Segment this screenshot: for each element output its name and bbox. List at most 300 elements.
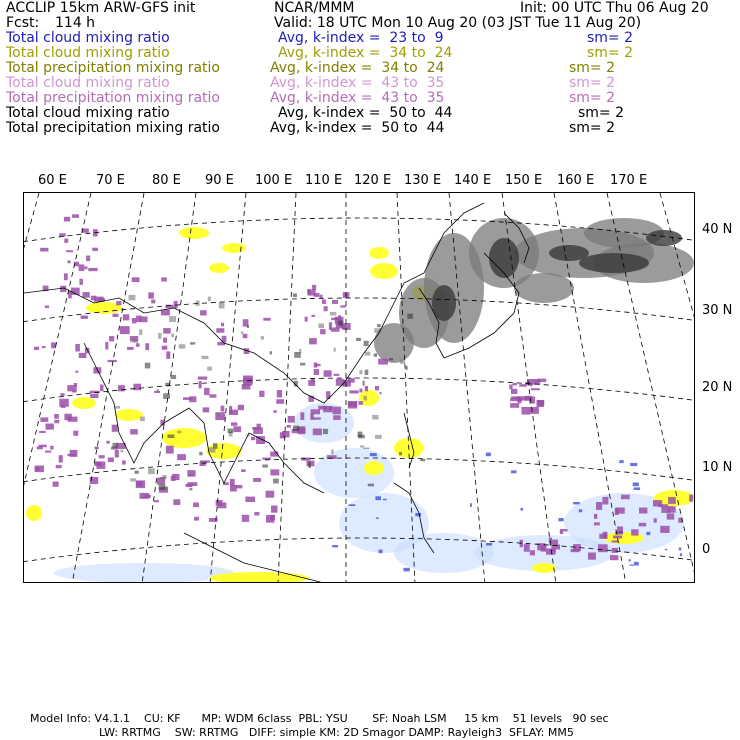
cloud-speck-gray: [241, 332, 244, 335]
cloud-speck-gray: [140, 417, 145, 422]
precip-speck-purple: [145, 343, 149, 350]
legend-row: [0, 106, 740, 121]
legend-row: [0, 31, 740, 46]
precip-speck-purple: [661, 507, 670, 513]
precip-speck-purple: [331, 328, 340, 332]
precip-speck-purple: [333, 407, 341, 415]
precip-speck-purple: [277, 390, 282, 398]
precip-speck-purple: [66, 250, 73, 252]
precip-speck-purple: [120, 326, 130, 334]
precip-patch-yellow: [115, 409, 143, 421]
precip-speck-purple: [511, 396, 520, 399]
precip-speck-purple: [660, 526, 669, 533]
cloud-speck-gray: [115, 406, 120, 409]
precip-speck-purple: [537, 400, 545, 407]
precip-speck-purple: [359, 389, 362, 393]
precip-speck-purple: [51, 342, 56, 348]
cloud-speck-gray: [360, 445, 364, 447]
precip-speck-purple: [315, 364, 321, 366]
precip-speck-purple: [132, 277, 140, 282]
precip-speck-purple: [263, 318, 270, 321]
longitude-line: [142, 193, 196, 583]
cloud-speck-gray: [379, 392, 381, 394]
legend-smoothing: sm= 2: [578, 105, 625, 121]
cloud-speck-blue: [370, 453, 377, 456]
cloud-speck-blue: [665, 549, 667, 550]
cloud-speck-gray: [372, 415, 378, 420]
precip-speck-purple: [115, 450, 119, 458]
precip-speck-purple: [92, 248, 98, 251]
cloud-speck-blue: [558, 518, 563, 521]
precip-speck-purple: [68, 417, 78, 422]
precip-speck-purple: [241, 469, 246, 472]
longitude-label: 90 E: [205, 173, 234, 188]
cloud-speck-gray: [364, 341, 369, 346]
cloud-speck-gray: [219, 303, 225, 309]
precip-speck-purple: [136, 480, 145, 488]
precip-speck-purple: [311, 315, 315, 317]
precip-speck-purple: [654, 518, 657, 523]
valid-time: Valid: 18 UTC Mon 10 Aug 20 (03 JST Tue 11 Aug 20): [274, 15, 642, 31]
precip-speck-purple: [42, 346, 46, 348]
precip-speck-purple: [86, 256, 90, 262]
precip-speck-purple: [610, 555, 618, 560]
cloud-speck-gray: [189, 488, 192, 490]
precip-speck-purple: [320, 295, 323, 298]
precip-speck-purple: [94, 461, 101, 466]
cloud-speck-blue: [349, 504, 356, 506]
cloud-speck-blue: [579, 509, 582, 512]
init-time: Init: 00 UTC Thu 06 Aug 20: [520, 0, 709, 16]
precip-speck-purple: [198, 377, 207, 380]
cloud-speck-gray: [169, 316, 176, 322]
precip-speck-purple: [83, 292, 90, 298]
precip-speck-purple: [336, 379, 345, 386]
longitude-label: 70 E: [96, 173, 125, 188]
legend-smoothing: sm= 2: [569, 90, 616, 106]
precip-speck-purple: [594, 522, 600, 525]
precip-speck-purple: [276, 399, 284, 404]
cloud-speck-gray: [190, 342, 195, 344]
precip-speck-purple: [588, 553, 596, 560]
precip-speck-purple: [200, 310, 207, 315]
cloud-speck-gray: [209, 447, 216, 452]
precip-speck-purple: [108, 360, 117, 362]
precip-speck-purple: [342, 323, 350, 330]
precip-speck-purple: [53, 482, 59, 487]
longitude-label: 110 E: [305, 173, 343, 188]
precip-speck-purple: [596, 502, 602, 510]
precip-speck-purple: [118, 385, 125, 391]
precip-speck-purple: [133, 384, 141, 391]
precip-speck-purple: [254, 512, 259, 516]
precip-speck-purple: [88, 268, 97, 271]
cloud-speck-blue: [383, 499, 387, 500]
precip-speck-purple: [45, 306, 49, 309]
precip-speck-purple: [300, 412, 304, 420]
precip-speck-purple: [39, 431, 46, 433]
cloud-speck-blue: [634, 487, 641, 490]
legend-smoothing: sm= 2: [569, 120, 616, 136]
cloud-speck-blue: [646, 532, 650, 535]
cloud-speck-gray: [207, 367, 212, 371]
longitude-label: 60 E: [38, 173, 67, 188]
precip-patch-yellow: [532, 563, 556, 573]
cloud-speck-gray: [208, 297, 211, 302]
longitude-line: [24, 193, 91, 583]
legend-field-name: Total precipitation mixing ratio: [6, 60, 220, 76]
precip-speck-purple: [521, 396, 530, 400]
precip-speck-purple: [529, 397, 535, 404]
haze-patch: [54, 563, 234, 583]
precip-speck-purple: [140, 316, 148, 322]
cloud-speck-gray: [156, 389, 159, 392]
cloud-speck-blue: [633, 483, 639, 487]
precip-speck-purple: [312, 285, 316, 290]
precip-speck-purple: [314, 293, 320, 297]
precip-speck-purple: [161, 277, 167, 281]
precip-speck-purple: [90, 394, 98, 398]
precip-speck-purple: [333, 415, 341, 420]
cloud-speck-gray: [261, 336, 264, 339]
precip-speck-purple: [72, 214, 79, 218]
cloud-speck-gray: [331, 449, 333, 454]
cloud-speck-gray: [163, 393, 170, 399]
precip-speck-purple: [193, 502, 199, 507]
cloud-speck-gray: [179, 344, 186, 348]
legend-field-name: Total precipitation mixing ratio: [6, 120, 220, 136]
cloud-speck-gray: [217, 413, 220, 416]
precip-speck-purple: [273, 410, 277, 413]
precip-speck-purple: [251, 437, 255, 440]
legend-smoothing: sm= 2: [587, 30, 634, 46]
legend-avg-range: Avg, k-index = 34 to 24: [270, 60, 445, 76]
precip-speck-purple: [140, 493, 150, 499]
cloud-speck-gray: [247, 325, 249, 328]
weather-map: [24, 193, 695, 583]
precip-speck-purple: [161, 310, 170, 316]
precip-speck-purple: [177, 454, 186, 460]
precip-speck-purple: [64, 239, 68, 243]
precip-speck-purple: [216, 328, 224, 333]
cloud-speck-blue: [470, 503, 472, 507]
precip-speck-purple: [230, 485, 237, 492]
legend-avg-range: Avg, k-index = 23 to 9: [278, 30, 444, 46]
cloud-speck-gray: [145, 363, 151, 369]
cloud-speck-blue: [619, 460, 623, 463]
precip-speck-purple: [172, 474, 179, 480]
precip-speck-purple: [621, 495, 630, 500]
precip-speck-purple: [67, 385, 76, 391]
precip-speck-purple: [108, 458, 114, 463]
cloud-speck-gray: [293, 293, 297, 297]
model-title: ACCLIP 15km ARW-GFS init: [6, 0, 196, 16]
precip-speck-purple: [112, 425, 118, 432]
cloud-speck-blue: [379, 550, 383, 554]
precip-speck-purple: [79, 353, 87, 358]
precip-speck-purple: [113, 314, 119, 317]
longitude-label: 160 E: [557, 173, 595, 188]
cloud-band-gray: [514, 273, 574, 303]
longitude-label: 120 E: [354, 173, 392, 188]
precip-speck-purple: [668, 497, 676, 504]
longitude-label: 140 E: [454, 173, 492, 188]
cloud-speck-gray: [365, 370, 369, 375]
cloud-band-dark: [489, 238, 519, 278]
precip-speck-purple: [199, 381, 202, 388]
precip-speck-purple: [524, 544, 530, 552]
precip-speck-purple: [314, 369, 320, 375]
precip-speck-purple: [323, 406, 333, 412]
precip-speck-purple: [109, 336, 114, 341]
cloud-speck-gray: [368, 484, 374, 487]
precip-speck-purple: [253, 478, 261, 482]
precip-speck-purple: [132, 318, 137, 323]
legend-smoothing: sm= 2: [587, 45, 634, 61]
precip-speck-purple: [322, 300, 326, 304]
precip-speck-purple: [166, 446, 174, 454]
cloud-speck-blue: [486, 453, 491, 457]
precip-speck-purple: [612, 548, 618, 553]
cloud-speck-blue: [680, 553, 682, 556]
precip-speck-purple: [79, 279, 83, 285]
cloud-band-dark: [579, 253, 649, 273]
precip-speck-purple: [375, 386, 379, 391]
precip-speck-purple: [310, 413, 314, 419]
cloud-speck-gray: [365, 352, 371, 356]
precip-speck-purple: [56, 465, 62, 468]
precip-speck-purple: [229, 406, 232, 413]
haze-patch: [394, 533, 494, 573]
precip-speck-purple: [512, 383, 517, 385]
cloud-speck-gray: [162, 475, 166, 479]
cloud-speck-blue: [634, 562, 639, 566]
cloud-speck-gray: [359, 370, 362, 374]
latitude-label: 10 N: [702, 460, 733, 475]
cloud-speck-gray: [135, 471, 139, 474]
precip-speck-purple: [54, 414, 59, 419]
precip-speck-purple: [287, 425, 291, 428]
cloud-speck-blue: [629, 559, 631, 561]
precip-patch-yellow: [369, 247, 389, 259]
cloud-speck-gray: [377, 324, 381, 327]
cloud-speck-gray: [199, 452, 202, 455]
cloud-speck-gray: [323, 429, 328, 434]
cloud-speck-blue: [630, 463, 637, 466]
cloud-speck-gray: [334, 348, 336, 352]
precip-speck-purple: [151, 300, 155, 304]
cloud-speck-blue: [415, 513, 421, 516]
precip-speck-purple: [242, 384, 251, 390]
cloud-speck-gray: [363, 381, 365, 386]
precip-patch-yellow: [209, 263, 229, 273]
precip-speck-purple: [298, 426, 305, 434]
cloud-speck-gray: [330, 312, 337, 316]
precip-speck-purple: [530, 550, 535, 555]
precip-speck-purple: [200, 460, 210, 462]
legend-field-name: Total cloud mixing ratio: [6, 105, 170, 121]
cloud-speck-gray: [120, 450, 123, 453]
cloud-speck-gray: [228, 429, 234, 434]
precip-speck-purple: [613, 536, 622, 539]
cloud-speck-gray: [308, 462, 311, 468]
precip-speck-purple: [163, 328, 171, 334]
precip-speck-purple: [123, 314, 130, 320]
cloud-speck-gray: [177, 431, 181, 434]
cloud-speck-gray: [300, 363, 305, 366]
longitude-label: 150 E: [505, 173, 543, 188]
precip-speck-purple: [127, 347, 134, 350]
precip-speck-purple: [105, 342, 108, 350]
precip-speck-purple: [81, 316, 88, 319]
cloud-speck-gray: [171, 375, 177, 379]
longitude-line: [278, 193, 296, 583]
precip-speck-purple: [136, 343, 139, 347]
cloud-speck-gray: [399, 452, 402, 455]
precip-speck-purple: [188, 482, 198, 486]
precip-speck-purple: [221, 406, 225, 412]
precip-speck-purple: [163, 338, 167, 343]
precip-speck-purple: [308, 380, 315, 386]
precip-speck-purple: [99, 455, 105, 458]
precip-speck-purple: [236, 485, 243, 489]
precip-speck-purple: [245, 497, 255, 502]
precip-speck-purple: [75, 371, 78, 373]
cloud-speck-gray: [148, 468, 155, 474]
legend-avg-range: Avg, k-index = 43 to 35: [270, 75, 445, 91]
precip-speck-purple: [91, 296, 97, 301]
precip-speck-purple: [100, 385, 104, 392]
precip-speck-purple: [378, 359, 388, 365]
precip-speck-purple: [257, 424, 261, 430]
cloud-speck-blue: [486, 543, 492, 546]
org-label: NCAR/MMM: [274, 0, 355, 16]
precip-speck-purple: [305, 317, 308, 322]
cloud-speck-gray: [130, 478, 136, 481]
cloud-speck-blue: [403, 568, 409, 572]
precip-speck-purple: [348, 401, 357, 409]
cloud-speck-gray: [129, 295, 136, 300]
precip-speck-purple: [59, 399, 69, 407]
precip-speck-purple: [594, 514, 597, 519]
precip-speck-purple: [60, 393, 64, 396]
precip-speck-purple: [631, 529, 638, 535]
precip-speck-purple: [510, 403, 519, 408]
cloud-speck-gray: [374, 354, 377, 357]
latitude-label: 30 N: [702, 303, 733, 318]
precip-speck-purple: [40, 417, 48, 422]
longitude-line: [72, 193, 144, 583]
precip-speck-purple: [603, 532, 608, 539]
precip-speck-purple: [50, 446, 53, 450]
precip-speck-purple: [130, 429, 138, 434]
cloud-speck-gray: [364, 396, 367, 401]
cloud-speck-gray: [420, 459, 425, 461]
precip-speck-purple: [262, 458, 271, 460]
precip-speck-purple: [148, 292, 154, 298]
precip-speck-purple: [70, 450, 78, 457]
precip-speck-purple: [612, 540, 619, 542]
legend-row: [0, 46, 740, 61]
precip-speck-purple: [340, 305, 346, 307]
precip-speck-purple: [162, 346, 168, 350]
legend-smoothing: sm= 2: [569, 75, 616, 91]
haze-patch: [314, 448, 394, 498]
cloud-speck-blue: [619, 531, 623, 533]
precip-patch-yellow: [370, 263, 398, 279]
precip-speck-purple: [598, 544, 608, 552]
model-info-line2: LW: RRTMG SW: RRTMG DIFF: simple KM: 2D Smagor DAMP: Rayleigh3 SFLAY: MM5: [99, 726, 574, 739]
precip-speck-purple: [64, 273, 68, 280]
precip-speck-purple: [324, 306, 328, 311]
precip-speck-purple: [309, 338, 317, 344]
latitude-label: 20 N: [702, 380, 733, 395]
precip-speck-purple: [509, 385, 512, 390]
cloud-speck-gray: [358, 435, 365, 439]
cloud-speck-blue: [375, 496, 381, 500]
precip-speck-purple: [173, 499, 180, 505]
precip-speck-purple: [271, 515, 276, 520]
precip-speck-purple: [667, 513, 675, 519]
precip-speck-purple: [59, 455, 63, 462]
longitude-line: [24, 193, 39, 583]
precip-speck-purple: [531, 388, 540, 390]
cloud-band-dark: [646, 230, 682, 246]
precip-speck-purple: [122, 460, 126, 464]
precip-speck-purple: [204, 388, 209, 395]
precip-speck-purple: [84, 266, 87, 269]
cloud-speck-blue: [573, 502, 580, 505]
cloud-speck-blue: [630, 565, 634, 566]
precip-speck-purple: [40, 248, 48, 252]
precip-speck-purple: [530, 407, 539, 414]
precip-speck-purple: [271, 506, 278, 513]
cloud-speck-gray: [375, 435, 382, 439]
longitude-label: 170 E: [610, 173, 648, 188]
cloud-speck-blue: [376, 517, 378, 519]
precip-speck-purple: [46, 424, 54, 430]
cloud-speck-gray: [159, 484, 166, 490]
model-info-line1: Model Info: V4.1.1 CU: KF MP: WDM 6class PBL: YSU SF: Noah LSM 15 km 51 levels 90 sec: [30, 712, 609, 725]
latitude-label: 0: [702, 542, 711, 557]
precip-speck-purple: [243, 376, 253, 384]
precip-speck-purple: [209, 394, 216, 397]
precip-speck-purple: [68, 291, 72, 298]
precip-speck-purple: [189, 396, 196, 402]
cloud-speck-blue: [511, 470, 517, 473]
precip-patch-yellow: [364, 461, 384, 475]
legend-row: [0, 61, 740, 76]
legend-smoothing: sm= 2: [569, 60, 616, 76]
precip-speck-purple: [233, 426, 241, 432]
precip-speck-purple: [259, 391, 264, 397]
cloud-speck-gray: [318, 324, 324, 329]
legend-avg-range: Avg, k-index = 34 to 24: [278, 45, 453, 61]
precip-speck-purple: [359, 401, 363, 405]
cloud-speck-blue: [679, 548, 682, 551]
precip-patch-yellow: [222, 243, 246, 253]
cloud-speck-gray: [389, 358, 393, 361]
precip-speck-purple: [349, 390, 358, 393]
precip-patch-yellow: [26, 505, 42, 521]
precip-patch-yellow: [179, 227, 209, 239]
precip-speck-purple: [194, 517, 199, 521]
precip-speck-purple: [166, 351, 170, 359]
precip-speck-purple: [95, 447, 99, 450]
precip-speck-purple: [203, 407, 210, 412]
precip-speck-purple: [75, 344, 80, 352]
precip-speck-purple: [242, 515, 249, 522]
